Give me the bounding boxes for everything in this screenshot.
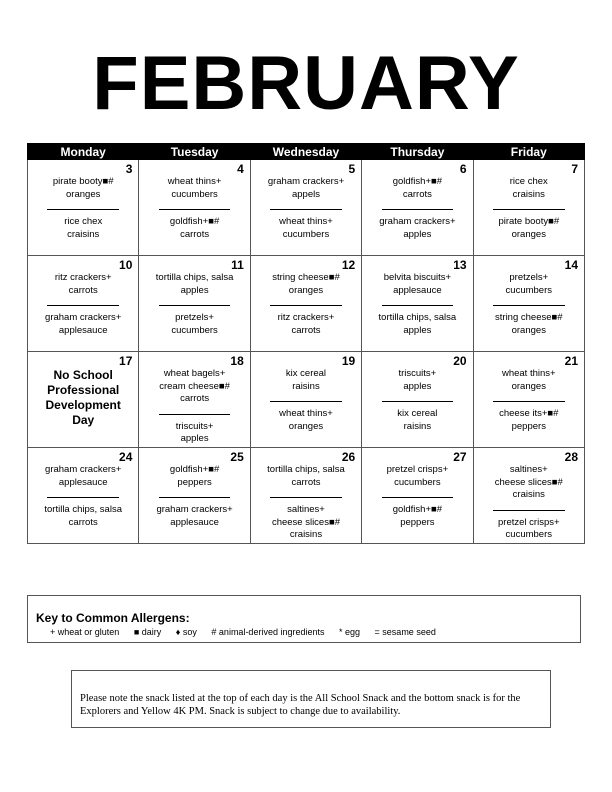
snack-item: pretzel crisps+ (386, 464, 449, 475)
day-number: 24 (119, 450, 133, 464)
allergen-key-item: * egg (339, 627, 361, 637)
all-school-snack (255, 272, 357, 297)
snack-item: applesauce (393, 284, 442, 296)
snack-item: saltines+ (509, 464, 548, 475)
all-school-snack (143, 176, 245, 201)
notice-line: No School (53, 368, 113, 382)
snack-item: pirate booty■# (498, 216, 560, 227)
all-school-snack (478, 464, 580, 502)
all-school-snack (32, 272, 134, 297)
calendar-day-cell (139, 352, 250, 448)
allergen-key-items (50, 627, 448, 637)
snack-item: graham crackers+ (45, 464, 122, 475)
all-school-snack (143, 368, 245, 406)
calendar-day-cell (362, 256, 473, 352)
snack-item: cream cheese■# (159, 380, 230, 392)
snack-divider (493, 401, 565, 402)
weekday-header-row (28, 144, 585, 160)
explorers-snack (143, 312, 245, 337)
explorers-snack (366, 408, 468, 433)
snack-item: wheat thins+ (501, 368, 556, 379)
all-school-snack (32, 176, 134, 201)
all-school-snack (366, 368, 468, 393)
snack-item: apples (180, 284, 209, 296)
notice-line: Development (45, 398, 121, 412)
explorers-snack (143, 504, 245, 529)
notice-line: Day (72, 413, 95, 427)
explorers-snack (366, 504, 468, 529)
snack-item: apples (403, 324, 432, 336)
snack-item: cucumbers (394, 476, 441, 488)
day-number: 7 (571, 162, 578, 176)
snack-item: craisins (289, 529, 323, 540)
all-school-snack (366, 272, 468, 297)
snack-item: goldfish+■# (392, 176, 443, 187)
snack-calendar (27, 143, 585, 544)
weekday-header: Wednesday (250, 144, 361, 160)
snack-item: goldfish+■# (169, 216, 220, 227)
snack-item: cheese its+■# (499, 408, 559, 419)
snack-item: ritz crackers+ (54, 272, 112, 283)
allergen-key-item: + wheat or gluten (50, 627, 120, 637)
snack-item: graham crackers+ (267, 176, 345, 187)
notice-line: Professional (47, 383, 120, 397)
snack-item: goldfish+■# (392, 504, 443, 515)
allergen-key-item: # animal-derived ingredients (211, 627, 325, 637)
snack-item: cheese slices■# (271, 516, 340, 528)
calendar-day-cell (250, 352, 361, 448)
snack-divider (47, 209, 119, 210)
all-school-snack (143, 464, 245, 489)
snack-item: carrots (402, 188, 432, 200)
all-school-snack (366, 464, 468, 489)
snack-item: string cheese■# (495, 312, 563, 323)
snack-item: applesauce (58, 324, 108, 336)
day-number: 3 (125, 162, 133, 176)
day-number: 19 (341, 354, 356, 368)
all-school-snack (143, 272, 245, 297)
page-title: FEBRUARY (92, 41, 520, 126)
calendar-day-cell (362, 352, 473, 448)
snack-item: oranges (66, 188, 101, 200)
snack-divider (159, 305, 231, 306)
snack-divider (382, 209, 454, 210)
snack-divider (270, 401, 342, 402)
calendar-week-row (28, 160, 585, 256)
snack-item: oranges (288, 284, 324, 296)
snack-item: oranges (511, 380, 546, 392)
calendar-day-cell (473, 256, 584, 352)
snack-item: tortilla chips, salsa (267, 464, 345, 475)
snack-divider (493, 305, 565, 306)
snack-item: carrots (291, 476, 321, 488)
weekday-header: Monday (28, 144, 139, 160)
calendar-day-cell (250, 160, 361, 256)
explorers-snack (366, 312, 468, 337)
snack-item: wheat thins+ (279, 408, 333, 419)
snack-divider (270, 497, 342, 498)
snack-item: peppers (511, 420, 546, 432)
snack-item: applesauce (170, 516, 219, 528)
snack-divider (382, 401, 454, 402)
calendar-day-cell (473, 448, 584, 544)
snack-item: craisins (512, 188, 545, 200)
explorers-snack (478, 216, 580, 241)
all-school-snack (366, 176, 468, 201)
snack-item: cucumbers (171, 188, 218, 200)
snack-item: tortilla chips, salsa (155, 272, 234, 283)
day-number: 21 (564, 354, 578, 368)
snack-item: applesauce (58, 476, 108, 488)
snack-divider (159, 414, 231, 415)
explorers-snack (32, 312, 134, 337)
day-number: 20 (453, 354, 467, 368)
snack-item: wheat bagels+ (163, 368, 226, 379)
day-number: 10 (119, 258, 133, 272)
explorers-snack (255, 408, 357, 433)
snack-item: peppers (400, 516, 435, 528)
snack-item: triscuits+ (398, 368, 437, 379)
snack-item: rice chex (64, 216, 103, 227)
explorers-snack (143, 216, 245, 241)
snack-item: cucumbers (505, 284, 553, 296)
snack-item: saltines+ (287, 504, 325, 515)
day-number: 26 (341, 450, 356, 464)
explorers-snack (255, 216, 357, 241)
allergen-key-item: ■ dairy (133, 627, 162, 637)
snack-item: belvita biscuits+ (383, 272, 452, 283)
snack-item: kix cereal (285, 368, 327, 379)
calendar-day-cell (473, 160, 584, 256)
snack-item: raisins (403, 420, 432, 432)
day-number: 6 (459, 162, 467, 176)
calendar-day-cell (28, 352, 139, 448)
snack-item: craisins (512, 489, 545, 500)
snack-item: rice chex (509, 176, 548, 187)
day-number: 18 (230, 354, 244, 368)
calendar-day-cell (250, 448, 361, 544)
day-number: 13 (453, 258, 467, 272)
calendar-day-cell (250, 256, 361, 352)
calendar-week-row (28, 448, 585, 544)
allergen-key-item: = sesame seed (374, 627, 436, 637)
all-school-snack (478, 368, 580, 393)
snack-item: appels (291, 188, 320, 200)
day-number: 4 (237, 162, 244, 176)
calendar-week-row (28, 256, 585, 352)
day-number: 25 (230, 450, 244, 464)
snack-item: carrots (180, 228, 210, 240)
day-number: 12 (341, 258, 356, 272)
all-school-snack (478, 272, 580, 297)
snack-divider (493, 209, 565, 210)
day-number: 5 (348, 162, 356, 176)
all-school-snack (255, 368, 357, 393)
snack-item: cucumbers (505, 529, 553, 540)
explorers-snack (32, 216, 134, 241)
snack-divider (47, 497, 119, 498)
allergen-key-title: Key to Common Allergens: (36, 611, 190, 625)
snack-item: apples (180, 433, 209, 444)
calendar-day-cell (28, 448, 139, 544)
snack-item: pirate booty■# (52, 176, 114, 187)
snack-item: cheese slices■# (494, 476, 563, 488)
weekday-header: Tuesday (139, 144, 250, 160)
snack-divider (493, 510, 565, 511)
snack-item: carrots (180, 393, 210, 404)
snack-item: oranges (288, 420, 324, 432)
explorers-snack (478, 408, 580, 433)
snack-item: carrots (291, 324, 321, 336)
calendar-day-cell (28, 160, 139, 256)
snack-divider (382, 305, 454, 306)
snack-item: kix cereal (397, 408, 438, 419)
explorers-snack (32, 504, 134, 529)
snack-divider (47, 305, 119, 306)
snack-item: apples (403, 380, 432, 392)
snack-item: tortilla chips, salsa (44, 504, 122, 515)
calendar-day-cell (28, 256, 139, 352)
snack-divider (159, 209, 231, 210)
explorers-snack (255, 312, 357, 337)
snack-item: carrots (68, 516, 98, 528)
snack-item: wheat thins+ (167, 176, 222, 187)
day-number: 11 (231, 258, 244, 272)
snack-item: cucumbers (171, 324, 218, 336)
snack-item: wheat thins+ (279, 216, 333, 227)
day-number: 17 (119, 354, 133, 368)
snack-divider (270, 305, 342, 306)
snack-item: graham crackers+ (45, 312, 122, 323)
all-school-snack (32, 464, 134, 489)
day-number: 27 (453, 450, 467, 464)
snack-item: pretzel crisps+ (498, 516, 560, 528)
all-school-snack (255, 464, 357, 489)
snack-item: craisins (67, 228, 100, 240)
explorers-snack (255, 504, 357, 542)
snack-item: apples (403, 228, 432, 240)
all-school-snack (478, 176, 580, 201)
snack-item: graham crackers+ (156, 504, 233, 515)
day-number: 14 (564, 258, 578, 272)
allergen-key (27, 595, 581, 643)
snack-item: pretzels+ (175, 312, 214, 323)
snack-item: pretzels+ (509, 272, 549, 283)
day-number: 28 (564, 450, 578, 464)
all-school-snack (255, 176, 357, 201)
calendar-day-cell (362, 448, 473, 544)
weekday-header: Friday (473, 144, 584, 160)
snack-item: goldfish+■# (169, 464, 220, 475)
allergen-key-item: ♦ soy (175, 627, 197, 637)
explorers-snack (143, 421, 245, 446)
snack-divider (382, 497, 454, 498)
snack-item: carrots (68, 284, 98, 296)
explorers-snack (366, 216, 468, 241)
calendar-day-cell (362, 160, 473, 256)
explorers-snack (478, 312, 580, 337)
snack-divider (270, 209, 342, 210)
weekday-header: Thursday (362, 144, 473, 160)
calendar-day-cell (473, 352, 584, 448)
snack-item: tortilla chips, salsa (378, 312, 457, 323)
snack-item: cucumbers (282, 228, 330, 240)
snack-item: triscuits+ (175, 420, 214, 432)
calendar-day-cell (139, 160, 250, 256)
snack-note-box (71, 670, 551, 728)
snack-item: oranges (511, 324, 546, 336)
snack-item: oranges (511, 228, 546, 240)
calendar-week-row (28, 352, 585, 448)
snack-divider (159, 497, 231, 498)
snack-note-text: Please note the snack listed at the top of each day is the All School Snack and the bottom snack is for the Explorers and Yellow 4K PM. Snack is subject to change due to availability. (80, 693, 521, 717)
calendar-day-cell (139, 256, 250, 352)
snack-item: raisins (292, 380, 320, 392)
calendar-day-cell (139, 448, 250, 544)
snack-item: string cheese■# (272, 272, 340, 283)
snack-item: graham crackers+ (379, 216, 456, 227)
snack-item: ritz crackers+ (277, 312, 335, 323)
explorers-snack (478, 517, 580, 542)
snack-item: peppers (177, 476, 212, 488)
